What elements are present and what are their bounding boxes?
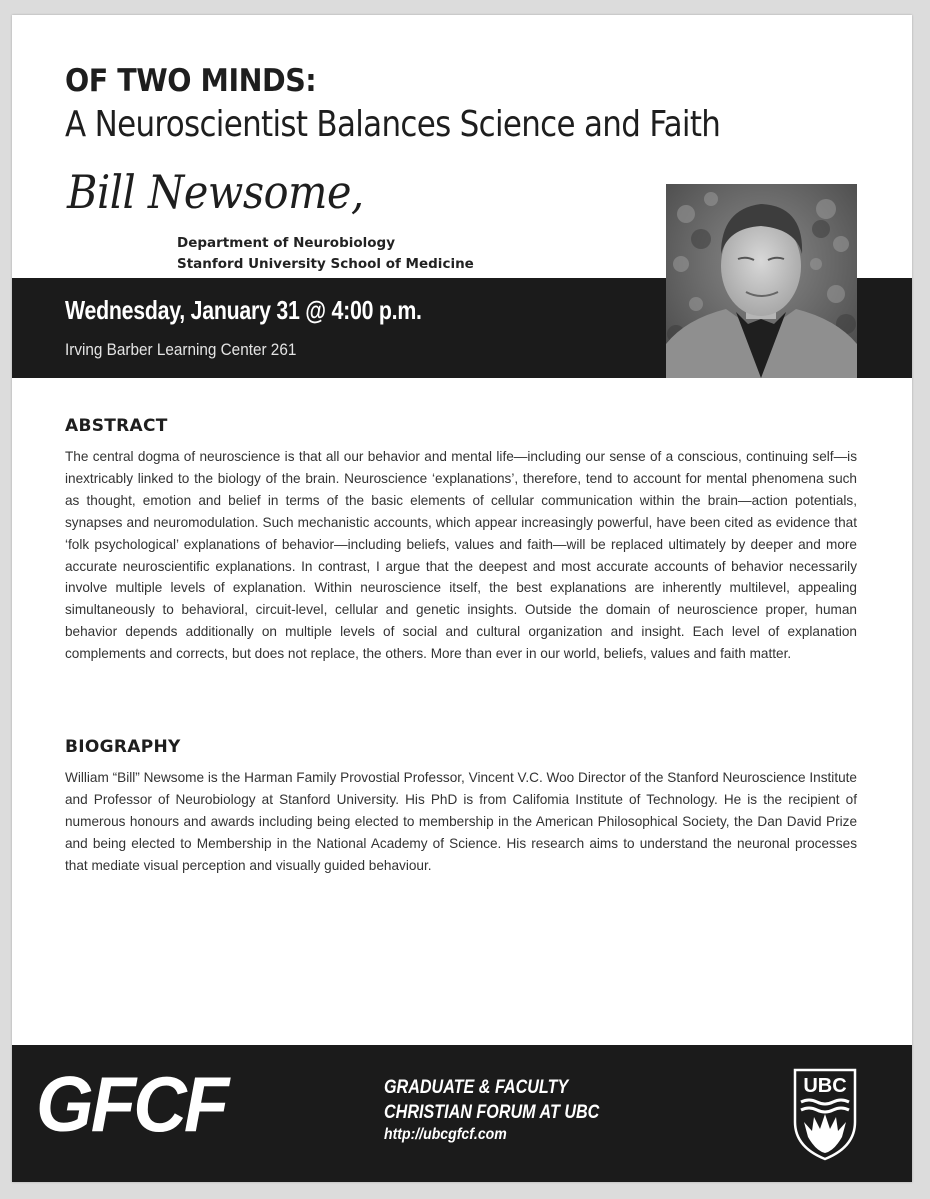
poster-page [12,15,912,1182]
event-datetime: Wednesday, January 31 @ 4:00 p.m. [65,295,422,325]
speaker-photo-illustration [666,184,857,378]
event-venue: Irving Barber Learning Center 261 [65,340,297,359]
ubc-crest-icon [792,1067,858,1161]
title-line-2: A Neuroscientist Balances Science and Faith [65,104,721,145]
organization-url[interactable]: http://ubcgfcf.com [384,1126,507,1143]
affiliation-school: Stanford University School of Medicine [177,256,474,272]
abstract-heading: ABSTRACT [65,416,168,436]
footer-band [12,1045,912,1182]
organization-line-2: CHRISTIAN FORUM AT UBC [384,1102,600,1123]
organization-line-1: GRADUATE & FACULTY [384,1077,569,1098]
title-line-1: OF TWO MINDS: [65,63,317,99]
speaker-affiliation [177,233,474,275]
speaker-name: Bill Newsome, [67,165,364,219]
affiliation-department: Department of Neurobiology [177,235,396,251]
biography-heading: BIOGRAPHY [65,737,181,757]
organization-name [384,1075,599,1125]
crest-text: UBC [803,1075,847,1097]
gfcf-logo: GFCF [36,1060,227,1148]
biography-text: William “Bill” Newsome is the Harman Family Provostial Professor, Vincent V.C. Woo Director of the Stanford Neuroscience Institute and Professor of Neurobiology at Stanford University. His PhD is from Califomia Institute of Technology. He is the recipient of numerous honours and awards including being elected to membership in the American Philosophical Society, the Dan David Prize and being elected to Membership in the National Academy of Science. His research aims to understand the neuronal processes that mediate visual perception and visually guided behaviour. [65,770,857,873]
speaker-photo [666,184,857,378]
abstract-text: The central dogma of neuroscience is that all our behavior and mental life—including our sense of a conscious, continuing self—is inextricably linked to the biology of the brain. Neuroscience ‘explanations’, therefore, tend to account for mental phenomena such as thought, emotion and belief in terms of the basic elements of cellular communication within the brain—action potentials, synapses and neuromodulation. Such mechanistic accounts, which appear increasingly powerful, have been cited as evidence that ‘folk psychological’ explanations of behavior—including beliefs, values and faith—will be replaced ultimately by deeper and more accurate neuroscientific explanations. In contrast, I argue that the deepest and most accurate accounts of behavior necessarily involve multiple levels of explanation. Within neuroscience itself, the best explanations are inherently multilevel, appealing simultaneously to behavioral, circuit-level, cellular and genetic insights. Outside the domain of neuroscience proper, human behavior depends additionally on multiple levels of social and cultural organization and insight. Each level of explanation complements and corrects, but does not replace, the others. More than ever in our world, beliefs, values and faith matter. [65,449,857,662]
